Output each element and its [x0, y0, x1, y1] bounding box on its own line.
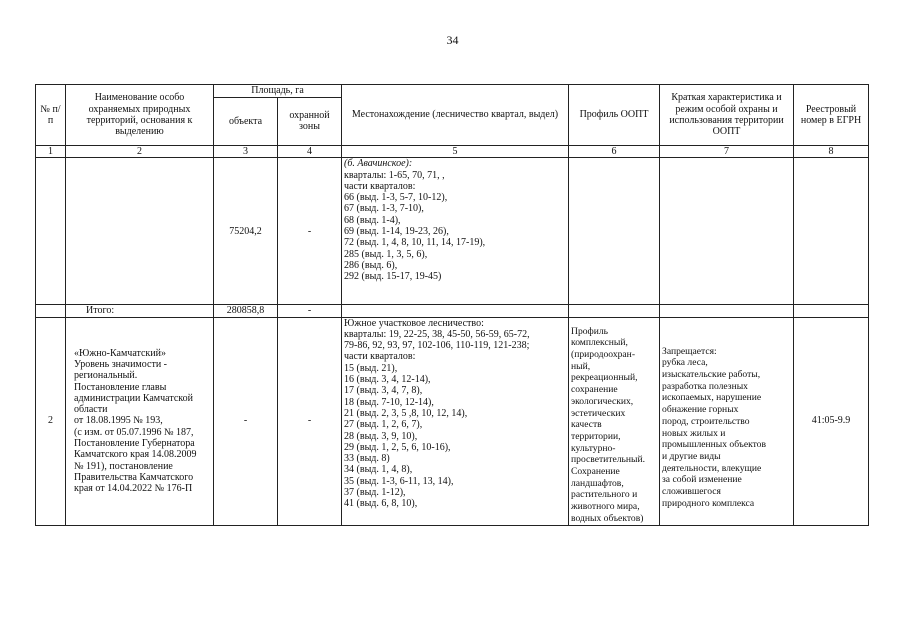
total-row: [36, 305, 869, 317]
cell-registry-empty: [794, 158, 869, 305]
name-line: региональный.: [74, 370, 138, 382]
location-line: 37 (выд. 1-12),: [344, 487, 406, 499]
location-line: 18 (выд. 7-10, 12-14),: [344, 396, 434, 408]
column-number-row: [36, 146, 869, 158]
header-area-group: Площадь, га: [214, 85, 342, 98]
name-line: Правительства Камчатского: [74, 471, 194, 483]
location-line: Южное участковое лесничество:: [344, 317, 484, 329]
cell-total-num-empty: [36, 305, 66, 317]
location-line: 35 (выд. 1-3, 6-11, 13, 14),: [344, 475, 454, 487]
profile-list: [571, 326, 657, 525]
table-row: [36, 317, 869, 525]
cell-total-empty: [794, 305, 869, 317]
regime-line: Запрещается:: [662, 345, 717, 357]
profile-line: сохранение: [571, 384, 618, 396]
profile-line: животного мира,: [571, 501, 640, 513]
cell-profile: [569, 317, 660, 525]
header-registry: Реестровый номер в ЕГРН: [794, 85, 869, 146]
location-line: 21 (выд. 2, 3, 5 ,8, 10, 12, 14),: [344, 407, 468, 419]
column-number: 1: [36, 146, 66, 158]
column-number: 6: [569, 146, 660, 158]
location-list: [344, 318, 566, 510]
regime-line: обнажение горных: [662, 404, 739, 416]
cell-area-object: 75204,2: [214, 158, 278, 305]
name-line: администрации Камчатской: [74, 392, 193, 404]
protected-areas-table: [35, 84, 869, 526]
profile-line: качеств: [571, 419, 602, 431]
name-line: Уровень значимости -: [74, 358, 168, 370]
location-line: 28 (выд. 3, 9, 10),: [344, 430, 418, 442]
location-line: 66 (выд. 1-3, 5-7, 10-12),: [344, 192, 448, 204]
profile-line: территории,: [571, 430, 621, 442]
location-line: кварталы: 1-65, 70, 71, ,: [344, 169, 445, 181]
header-profile: Профиль ООПТ: [569, 85, 660, 146]
header-num: № п/п: [36, 85, 66, 146]
cell-location: [342, 158, 569, 305]
name-line: «Южно-Камчатский»: [74, 347, 166, 359]
profile-line: ный,: [571, 360, 591, 372]
cell-total-empty: [569, 305, 660, 317]
location-line: 34 (выд. 1, 4, 8),: [344, 464, 413, 476]
column-number: 4: [278, 146, 342, 158]
location-line: части кварталов:: [344, 351, 416, 363]
location-line: 41 (выд. 6, 8, 10),: [344, 498, 418, 510]
name-list: [74, 348, 211, 495]
location-line: части кварталов:: [344, 180, 416, 192]
location-line: 285 (выд. 1, 3, 5, 6),: [344, 248, 428, 260]
cell-profile-empty: [569, 158, 660, 305]
profile-line: Профиль: [571, 325, 609, 337]
row-number: 2: [36, 317, 66, 525]
regime-line: деятельности, влекущие: [662, 462, 762, 474]
regime-line: ископаемых, нарушение: [662, 392, 762, 404]
name-line: от 18.08.1995 № 193,: [74, 415, 163, 427]
total-label: Итого:: [66, 305, 214, 317]
column-number: 3: [214, 146, 278, 158]
profile-line: ландшафтов,: [571, 477, 624, 489]
location-line: 72 (выд. 1, 4, 8, 10, 11, 14, 17-19),: [344, 237, 486, 249]
profile-line: водных объектов): [571, 512, 644, 524]
cell-characteristics: [660, 317, 794, 525]
cell-location: [342, 317, 569, 525]
profile-line: (природоохран-: [571, 349, 636, 360]
column-number: 7: [660, 146, 794, 158]
cell-name: [66, 317, 214, 525]
continuation-row: [36, 158, 869, 305]
page-number: 34: [446, 33, 459, 47]
column-number: 8: [794, 146, 869, 158]
location-line: кварталы: 19, 22-25, 38, 45-50, 56-59, 65-72,: [344, 328, 530, 340]
location-line: 68 (выд. 1-4),: [344, 214, 401, 226]
location-line: 33 (выд. 8): [344, 453, 390, 465]
header-row: [36, 85, 869, 98]
cell-area-object: -: [214, 317, 278, 525]
location-line: 67 (выд. 1-3, 7-10),: [344, 203, 424, 215]
name-line: Постановление главы: [74, 381, 167, 393]
location-line: 69 (выд. 1-14, 19-23, 26),: [344, 226, 449, 238]
name-line: Камчатского края 14.08.2009: [74, 449, 197, 461]
regime-line: пород, строительство: [662, 415, 750, 427]
regime-line: за собой изменение: [662, 474, 742, 486]
profile-line: эстетических: [571, 407, 626, 419]
regime-line: сложившегося: [662, 486, 721, 498]
regime-line: рубка леса,: [662, 357, 708, 369]
location-line: 79-86, 92, 93, 97, 102-106, 110-119, 121-238;: [344, 340, 530, 352]
total-area-zone: -: [278, 305, 342, 317]
name-line: Постановление Губернатора: [74, 438, 195, 450]
profile-line: Сохранение: [571, 466, 620, 478]
regime-line: новых жилых и: [662, 427, 726, 439]
location-line: 29 (выд. 1, 2, 5, 6, 10-16),: [344, 441, 451, 453]
profile-line: растительного и: [571, 489, 638, 501]
regime-line: изыскательские работы,: [662, 369, 761, 380]
name-line: края от 14.04.2022 № 176-П: [74, 483, 193, 495]
location-line: 17 (выд. 3, 4, 7, 8),: [344, 385, 423, 397]
cell-name-empty: [66, 158, 214, 305]
name-line: области: [74, 404, 108, 416]
header-location: Местонахождение (лесничество квартал, выдел): [342, 85, 569, 146]
cell-num-empty: [36, 158, 66, 305]
profile-line: рекреационный,: [571, 372, 638, 384]
cell-characteristics-empty: [660, 158, 794, 305]
location-line: 16 (выд. 3, 4, 12-14),: [344, 374, 431, 386]
regime-line: разработка полезных: [662, 380, 748, 392]
location-list: [344, 158, 566, 282]
location-line: 27 (выд. 1, 2, 6, 7),: [344, 419, 423, 431]
profile-line: экологических,: [571, 395, 634, 407]
regime-line: промышленных объектов: [662, 439, 767, 451]
header-area-object: объекта: [214, 97, 278, 145]
cell-area-zone: -: [278, 317, 342, 525]
location-line: 286 (выд. 6),: [344, 259, 398, 271]
cell-area-zone: -: [278, 158, 342, 305]
name-line: (с изм. от 05.07.1996 № 187,: [74, 426, 194, 438]
regime-line: природного комплекса: [662, 497, 755, 509]
regime-line: и другие виды: [662, 450, 721, 462]
profile-line: просветительный.: [571, 454, 646, 466]
name-line: № 191), постановление: [74, 460, 173, 472]
regime-list: [662, 346, 791, 510]
profile-line: комплексный,: [571, 337, 628, 349]
location-line: 15 (выд. 21),: [344, 362, 398, 374]
total-area-object: 280858,8: [214, 305, 278, 317]
column-number: 2: [66, 146, 214, 158]
header-area-zone: охранной зоны: [278, 97, 342, 145]
cell-registry: 41:05-9.9: [794, 317, 869, 525]
location-line: 292 (выд. 15-17, 19-45): [344, 271, 442, 283]
header-name: Наименование особо охраняемых природных территорий, основания к выделению: [66, 85, 214, 146]
header-characteristics: Краткая характеристика и режим особой охраны и использования территории ООПТ: [660, 85, 794, 146]
profile-line: культурно-: [571, 442, 616, 454]
cell-total-empty: [660, 305, 794, 317]
location-line: (б. Авачинское):: [344, 158, 413, 170]
cell-total-empty: [342, 305, 569, 317]
column-number: 5: [342, 146, 569, 158]
